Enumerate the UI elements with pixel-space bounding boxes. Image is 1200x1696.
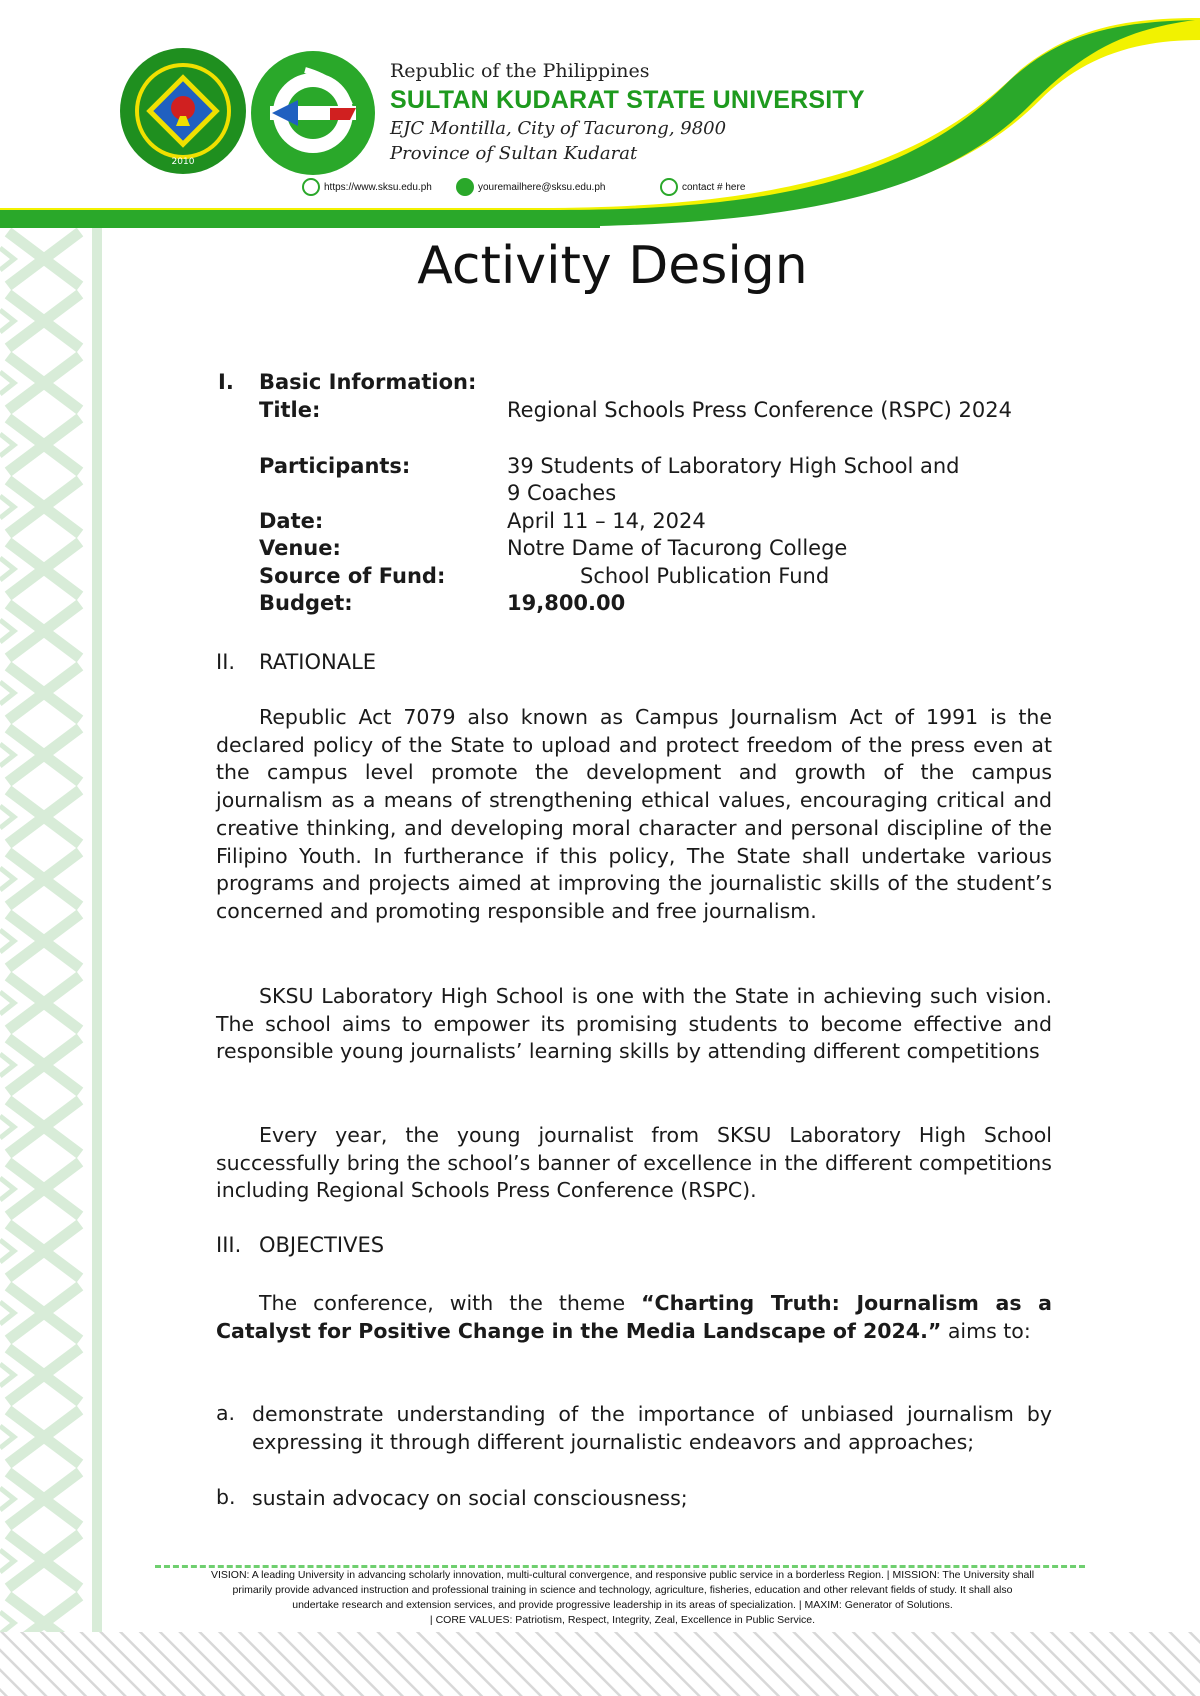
university-name: SULTAN KUDARAT STATE UNIVERSITY [390, 86, 865, 114]
section-number-3: III. [216, 1233, 242, 1257]
participants-value-line2: 9 Coaches [507, 481, 617, 505]
university-province: Province of Sultan Kudarat [390, 143, 638, 164]
republic-text: Republic of the Philippines [390, 60, 650, 82]
section-number-1: I. [218, 370, 234, 394]
phone-contact [660, 178, 745, 196]
rationale-paragraph-3: Every year, the young journalist from SKSU Laboratory High School successfully bring the school’s banner of excellence in the different competitions including Regional Schools Press Conference (RSPC). [216, 1123, 1052, 1203]
footer-line-2: primarily provide advanced instruction and professional training in science and technology, agriculture, fisheries, education and other relevant fields of study. It shall also [232, 1584, 1013, 1596]
basic-info-heading: Basic Information: [259, 370, 477, 394]
college-logo-icon [250, 50, 376, 176]
venue-value: Notre Dame of Tacurong College [507, 536, 848, 560]
university-seal-icon [118, 46, 248, 176]
website-link[interactable]: https://www.sksu.edu.ph [324, 181, 432, 193]
conference-theme: “Charting Truth: Journalism as a Catalyst for Positive Change in the Media Landscape of 2024.” [216, 1291, 1053, 1343]
objective-item-b: sustain advocacy on social consciousness; [252, 1486, 688, 1510]
phone-icon [660, 178, 678, 196]
rationale-paragraph-1: Republic Act 7079 also known as Campus Journalism Act of 1991 is the declared policy of the State to upload and protect freedom of the press even at the campus level promote the development and growth of the campus journalism as a means of strengthening ethical values, encouraging critical and creative thinking, and developing moral character and personal discipline of the Filipino Youth. In furtherance if this policy, The State shall undertake various programs and projects aimed at improving the journalistic skills of the student’s concerned and promoting responsible and free journalism. [216, 705, 1052, 923]
footer-line-1: VISION: A leading University in advancing scholarly innovation, multi-cultural convergence, and responsive public service in a borderless Region. | MISSION: The University shall [210, 1569, 1035, 1581]
svg-text:2010: 2010 [171, 157, 195, 167]
rationale-paragraph-2: SKSU Laboratory High School is one with the State in achieving such vision. The school aims to empower its promising students to become effective and responsible young journalists’ learning skills by attending different competitions [216, 984, 1052, 1064]
bottom-hatch-band [0, 1632, 1200, 1696]
title-label: Title: [259, 398, 321, 422]
section-number-2: II. [216, 650, 236, 674]
intro-before: The conference, with the theme [259, 1291, 642, 1315]
budget-label: Budget: [259, 591, 353, 615]
date-label: Date: [259, 509, 324, 533]
globe-icon [302, 178, 320, 196]
email-contact[interactable] [456, 178, 605, 196]
title-value: Regional Schools Press Conference (RSPC) 2024 [507, 398, 1012, 422]
footer-line-4: | CORE VALUES: Patriotism, Respect, Integrity, Zeal, Excellence in Public Service. [429, 1614, 816, 1626]
objectives-heading: OBJECTIVES [259, 1233, 385, 1257]
fund-label: Source of Fund: [259, 564, 446, 588]
website-contact[interactable] [302, 178, 432, 196]
footer-line-3: undertake research and extension services, and provide progressive leadership in its areas of specialization. | MAXIM: Generator of Solutions. [292, 1599, 953, 1611]
rationale-heading: RATIONALE [259, 650, 377, 674]
date-value: April 11 – 14, 2024 [507, 509, 706, 533]
document-title: Activity Design [417, 236, 808, 296]
footer-vision-mission [140, 1568, 1105, 1628]
fund-value: School Publication Fund [580, 564, 830, 588]
objective-letter-b: b. [216, 1485, 236, 1509]
participants-label: Participants: [259, 454, 411, 478]
venue-label: Venue: [259, 536, 341, 560]
university-address: EJC Montilla, City of Tacurong, 9800 [390, 118, 727, 139]
participants-value-line1: 39 Students of Laboratory High School and [507, 454, 960, 478]
email-link[interactable]: youremailhere@sksu.edu.ph [478, 181, 606, 193]
objective-letter-a: a. [216, 1401, 236, 1425]
mail-icon [456, 178, 474, 196]
phone-text: contact # here [682, 181, 746, 193]
budget-value: 19,800.00 [507, 591, 626, 615]
intro-after: aims to: [941, 1318, 1031, 1343]
objectives-intro [216, 1290, 1052, 1345]
side-pattern-border [0, 228, 105, 1632]
objective-item-a: demonstrate understanding of the importance of unbiased journalism by expressing it through different journalistic endeavors and approaches; [252, 1402, 1052, 1454]
